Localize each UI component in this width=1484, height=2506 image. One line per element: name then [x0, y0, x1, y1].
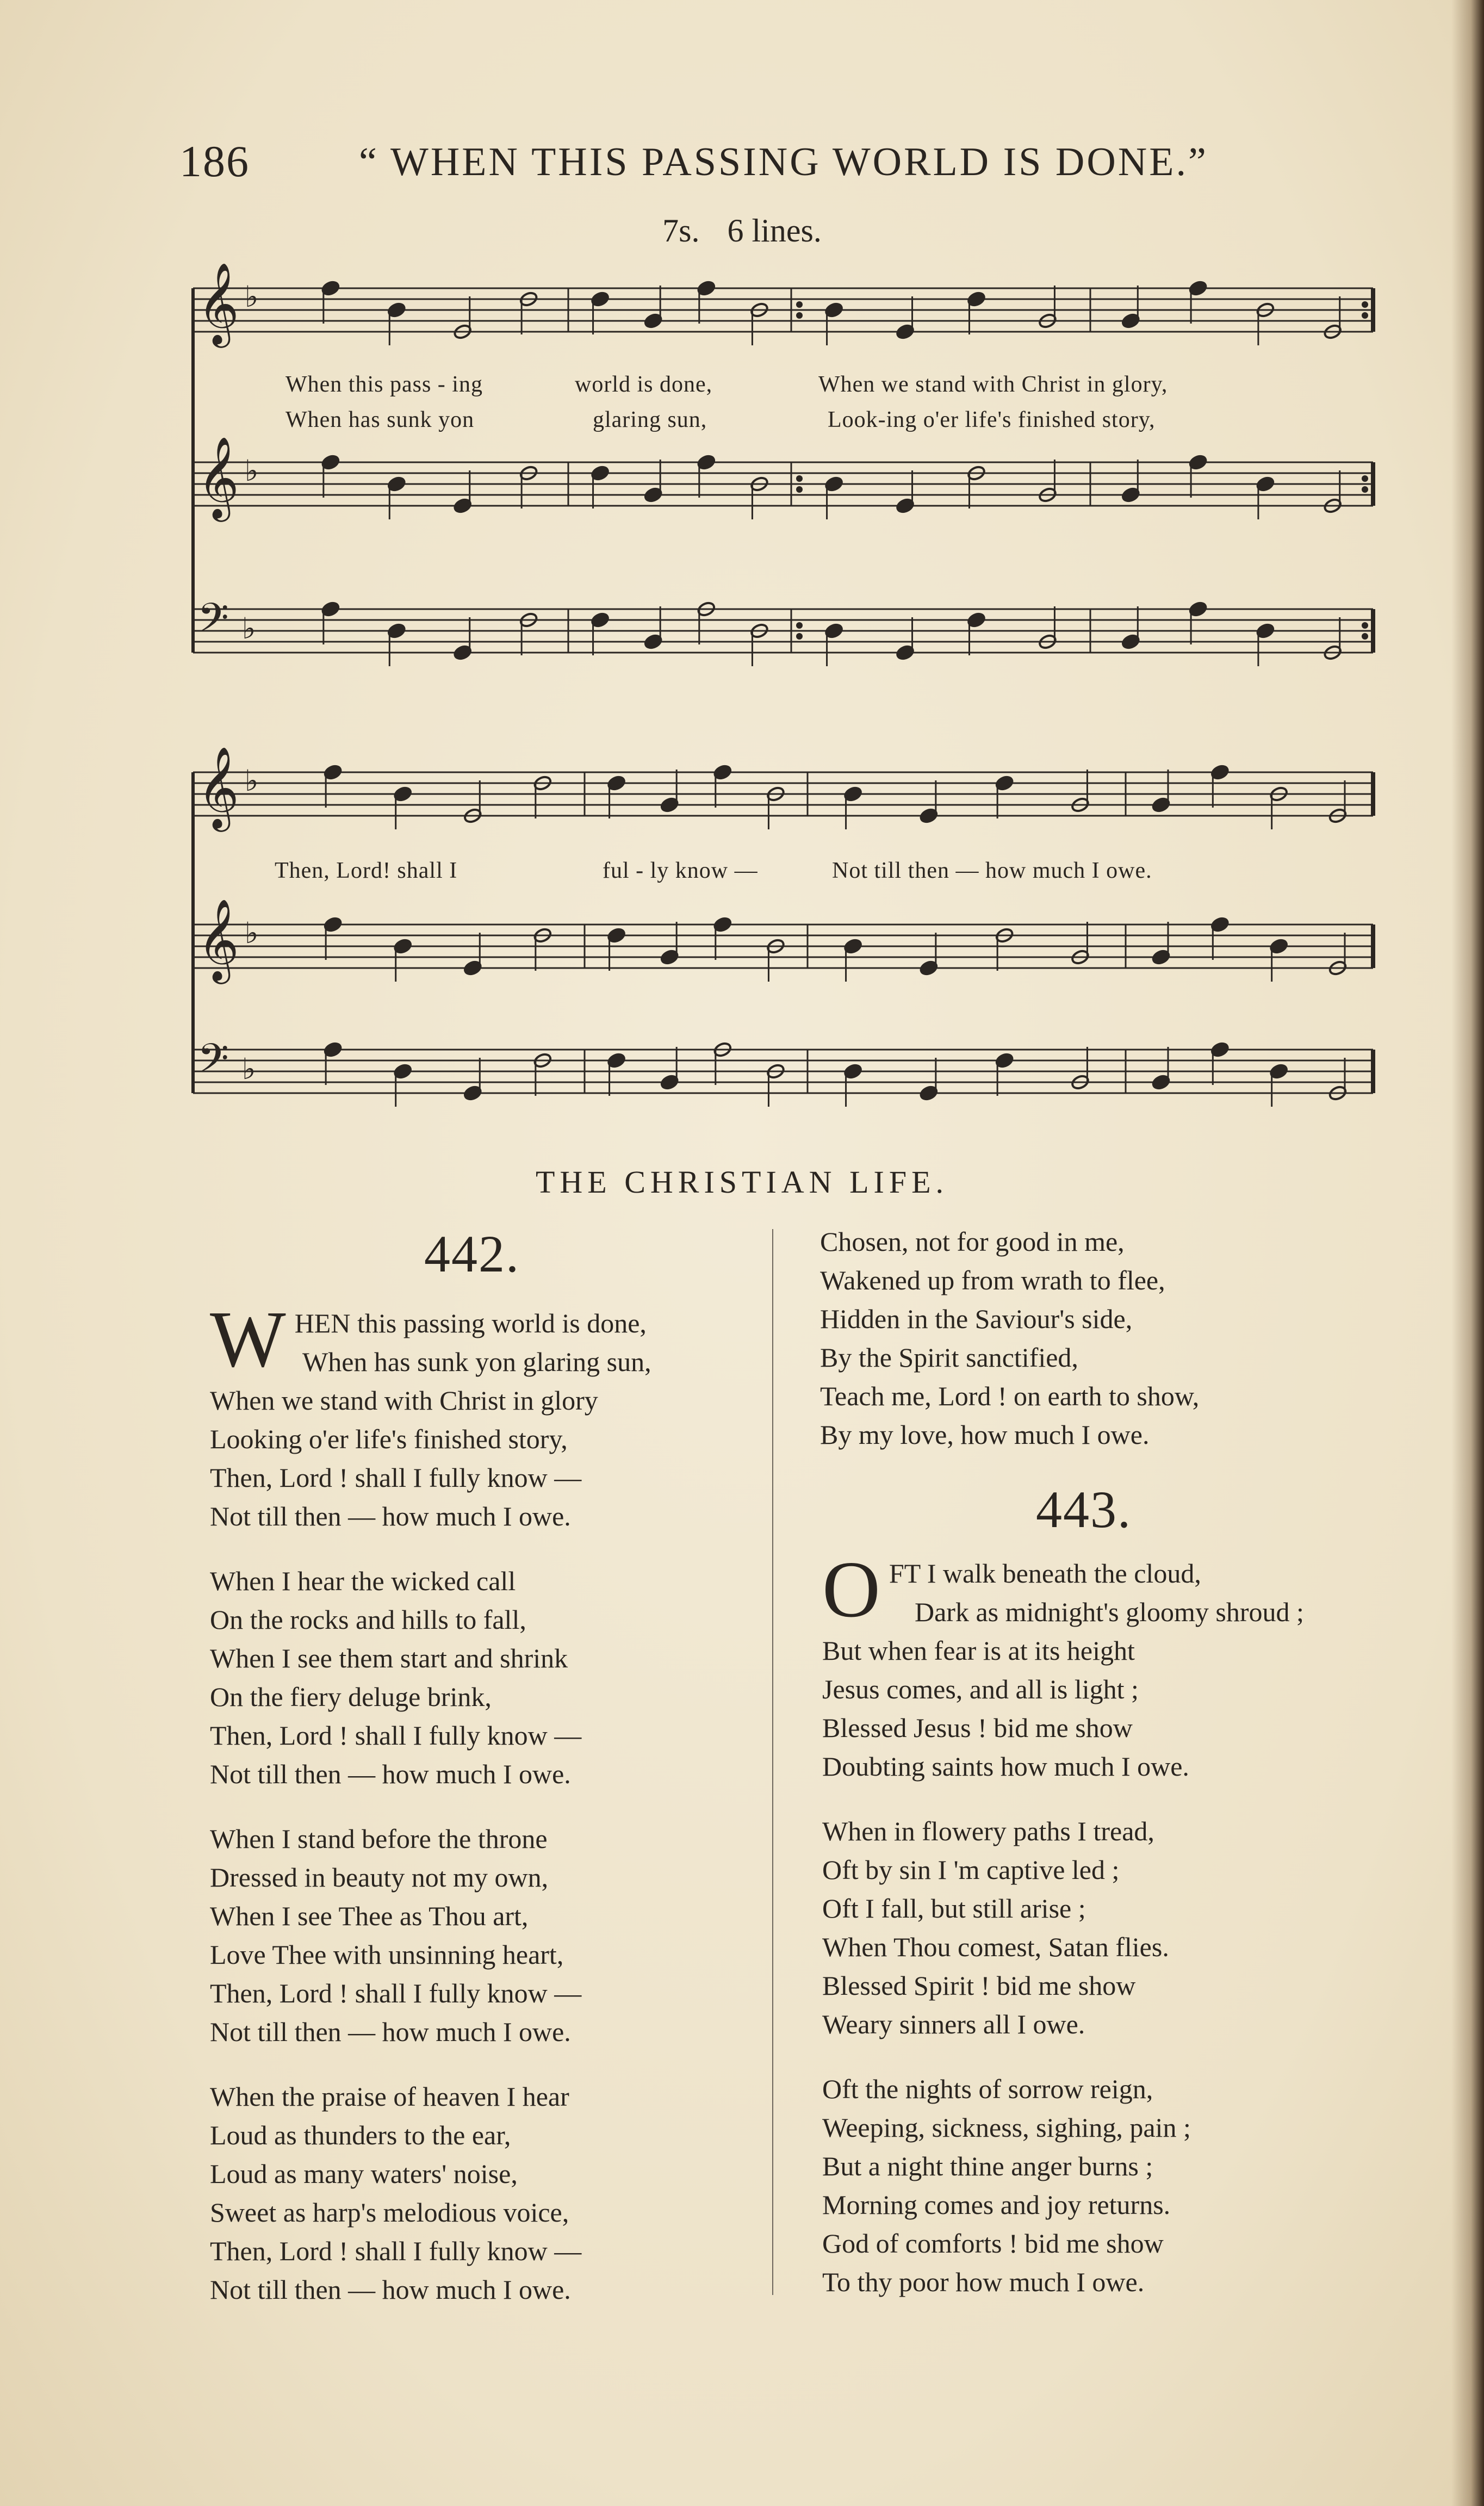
verse-line: On the fiery deluge brink,: [210, 1682, 492, 1712]
verse-line: To thy poor how much I owe.: [822, 2267, 1145, 2297]
flat-key-icon: ♭: [245, 764, 259, 798]
treble-clef-icon: 𝄞: [197, 898, 239, 981]
page-number: 186: [179, 137, 250, 186]
verse-line: Oft I fall, but still arise ;: [822, 1893, 1086, 1924]
hymn-442-stanza-3: [210, 1820, 770, 2051]
verse-line: On the rocks and hills to fall,: [210, 1604, 526, 1635]
verse-line: When I stand before the throne: [210, 1823, 548, 1854]
verse-line: Then, Lord ! shall I fully know —: [210, 1720, 582, 1751]
verse-line: Looking o'er life's finished story,: [210, 1424, 568, 1454]
repeat-dot: [1362, 312, 1368, 319]
hymn-442-continued: [820, 1223, 1445, 1454]
verse-line: Loud as many waters' noise,: [210, 2158, 518, 2189]
verse-line: When I hear the wicked call: [210, 1566, 516, 1596]
hymn-442-stanza-4: [210, 2077, 770, 2309]
lyric-1b: world is done,: [575, 372, 713, 397]
repeat-dot: [1362, 486, 1368, 493]
verse-line: Dark as midnight's gloomy shroud ;: [915, 1597, 1304, 1627]
hymn-442-stanza-1: [210, 1295, 770, 1536]
hymn-442-text: [210, 1295, 770, 2335]
lyric-2a: When has sunk yon: [285, 407, 475, 432]
treble-clef-icon: 𝄞: [197, 746, 239, 828]
lyric-1a: When this pass - ing: [285, 372, 483, 397]
flat-key-icon: ♭: [245, 454, 259, 488]
flat-key-icon: ♭: [245, 280, 259, 314]
verse-line: But a night thine anger burns ;: [822, 2151, 1153, 2181]
verse-line: Then, Lord ! shall I fully know —: [210, 2236, 582, 2266]
verse-line: Jesus comes, and all is light ;: [822, 1674, 1139, 1704]
verse-line: Not till then — how much I owe.: [210, 2017, 571, 2047]
bass-clef-icon: 𝄢: [197, 1035, 229, 1092]
lyric-1c: When we stand with Christ in glory,: [818, 372, 1168, 397]
verse-line: Weeping, sickness, sighing, pain ;: [822, 2112, 1191, 2143]
verse-line: By my love, how much I owe.: [820, 1419, 1150, 1450]
page-title: “ WHEN THIS PASSING WORLD IS DONE.”: [359, 140, 1208, 184]
verse-line: When we stand with Christ in glory: [210, 1385, 598, 1416]
verse-line: Then, Lord ! shall I fully know —: [210, 1978, 582, 2008]
verse-line: When has sunk yon glaring sun,: [302, 1347, 651, 1377]
verse-line: Morning comes and joy returns.: [822, 2189, 1171, 2220]
lyric-3b: ful - ly know —: [603, 858, 758, 883]
hymn-443-stanza-3: [822, 2070, 1448, 2302]
verse-line: Blessed Spirit ! bid me show: [822, 1970, 1136, 2001]
verse-line: Dressed in beauty not my own,: [210, 1862, 549, 1893]
verse-line: When I see them start and shrink: [210, 1643, 568, 1673]
lyric-3a: Then, Lord! shall I: [275, 858, 458, 883]
verse-line: Chosen, not for good in me,: [820, 1226, 1125, 1257]
verse-line: Teach me, Lord ! on earth to show,: [820, 1381, 1200, 1411]
flat-key-icon: ♭: [245, 916, 259, 950]
lyric-3c: Not till then — how much I owe.: [832, 858, 1152, 883]
verse-line: Wakened up from wrath to flee,: [820, 1265, 1165, 1295]
repeat-dot: [1362, 633, 1368, 640]
repeat-dot: [1362, 622, 1368, 629]
verse-line: Love Thee with unsinning heart,: [210, 1939, 564, 1970]
flat-key-icon: ♭: [242, 611, 256, 646]
verse-line: Oft the nights of sorrow reign,: [822, 2074, 1153, 2104]
verse-line: By the Spirit sanctified,: [820, 1342, 1078, 1373]
verse-line: Loud as thunders to the ear,: [210, 2120, 511, 2150]
column-divider: [772, 1229, 773, 2295]
verse-line: When I see Thee as Thou art,: [210, 1901, 529, 1931]
repeat-dot: [796, 633, 803, 640]
hymn-442-number: 442.: [424, 1225, 520, 1283]
hymn-443-first-line: FT I walk beneath the cloud,: [889, 1558, 1201, 1589]
section-title: THE CHRISTIAN LIFE.: [535, 1164, 948, 1200]
verse-line: When in flowery paths I tread,: [822, 1816, 1154, 1846]
treble-clef-icon: 𝄞: [197, 436, 239, 518]
lyric-2c: Look-ing o'er life's finished story,: [828, 407, 1156, 432]
verse-line: When the praise of heaven I hear: [210, 2081, 569, 2112]
hymn-443-number: 443.: [1036, 1480, 1132, 1539]
repeat-dot: [1362, 301, 1368, 308]
lyric-2b: glaring sun,: [593, 407, 707, 432]
hymn-443-dropcap: O: [822, 1545, 880, 1634]
repeat-dot: [1362, 475, 1368, 482]
hymn-442-first-line: HEN this passing world is done,: [294, 1308, 647, 1338]
repeat-dot: [796, 312, 803, 319]
hymn-443-stanza-1: [822, 1545, 1448, 1786]
repeat-dot: [796, 622, 803, 629]
verse-line: When Thou comest, Satan flies.: [822, 1932, 1169, 1962]
flat-key-icon: ♭: [242, 1052, 256, 1086]
verse-line: Weary sinners all I owe.: [822, 2009, 1085, 2039]
hymn-443-text: [822, 1545, 1448, 2328]
hymn-442-dropcap: W: [210, 1295, 286, 1384]
meter: 7s.: [662, 213, 700, 249]
repeat-dot: [796, 301, 803, 308]
verse-line: Then, Lord ! shall I fully know —: [210, 1462, 582, 1493]
meter-lines: 6 lines.: [727, 213, 822, 249]
hymn-442-stanza-2: [210, 1562, 770, 1794]
repeat-dot: [796, 475, 803, 482]
verse-line: Hidden in the Saviour's side,: [820, 1304, 1133, 1334]
bass-clef-icon: 𝄢: [197, 594, 229, 652]
hymn-443-stanza-2: [822, 1812, 1448, 2044]
verse-line: Oft by sin I 'm captive led ;: [822, 1854, 1120, 1885]
verse-line: Not till then — how much I owe.: [210, 1501, 571, 1531]
verse-line: God of comforts ! bid me show: [822, 2228, 1164, 2259]
verse-line: Not till then — how much I owe.: [210, 1759, 571, 1789]
verse-line: Blessed Jesus ! bid me show: [822, 1713, 1133, 1743]
verse-line: Sweet as harp's melodious voice,: [210, 2197, 569, 2228]
repeat-dot: [796, 486, 803, 493]
music-score: [0, 0, 1484, 1131]
verse-line: But when fear is at its height: [822, 1635, 1135, 1666]
verse-line: Doubting saints how much I owe.: [822, 1751, 1189, 1782]
treble-clef-icon: 𝄞: [197, 262, 239, 344]
verse-line: Not till then — how much I owe.: [210, 2274, 571, 2305]
